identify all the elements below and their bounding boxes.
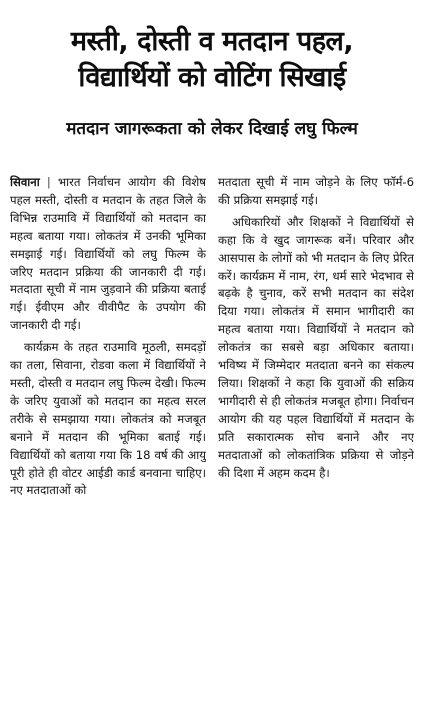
article-paragraph: मतदाता सूची में नाम जोड़ने के लिए फॉर्म-6 की प्रक्रिया समझाई गई। <box>218 175 414 207</box>
article-body <box>10 174 414 710</box>
article-column-left <box>10 174 206 710</box>
article-paragraph: अधिकारियों और शिक्षकों ने विद्यार्थियों से कहा कि वे खुद जागरूक बनें। परिवार और आसपास के लोगों को भी मतदान के लिए प्रेरित करें। कार्यक्रम में नाम, रंग, धर्म सारे भेदभाव से बढ़के है चुनाव, करें सभी मतदान का संदेश दिया गया। लोकतंत्र में समान भागीदारी का महत्व बताया गया। विद्यार्थियों ने मतदान को लोकतंत्र का सबसे बड़ा अधिकार बताया। भविष्य में जिम्मेदार मतदाता बनने का संकल्प लिया। शिक्षकों ने कहा कि युवाओं की सक्रिय भागीदारी से ही लोकतंत्र मजबूत होगा। निर्वाचन आयोग की यह पहल विद्यार्थियों में मतदान के प्रति सकारात्मक सोच बनाने और नए मतदाताओं को लोकतांत्रिक प्रक्रिया से जोड़ने की दिशा में अहम कदम है। <box>218 214 414 480</box>
article-paragraph: कार्यक्रम के तहत राउमावि मूठली, समदड़ों का तला, सिवाना, रोडवा कला में विद्यार्थियों ने मस्ती, दोस्ती व मतदान लघु फिल्म देखी। फिल्म के जरिए युवाओं को मतदान का महत्व सरल तरीके से समझाया गया। लोकतंत्र को मजबूत बनाने में मतदान की भूमिका बताई गई। विद्यार्थियों को बताया गया कि 18 वर्ष की आयु पूरी होते ही वोटर आईडी कार्ड बनवाना चाहिए। नए मतदाताओं को <box>10 340 206 498</box>
headline-line-2: विद्यार्थियों को वोटिंग सिखाई <box>78 62 346 93</box>
subheadline: मतदान जागरूकता को लेकर दिखाई लघु फिल्म <box>66 119 358 139</box>
article-paragraph <box>10 174 206 335</box>
headline-line-1: मस्ती, दोस्ती व मतदान पहल, <box>70 26 354 57</box>
dateline-separator: | <box>46 175 51 189</box>
article-column-right <box>218 174 414 710</box>
dateline: सिवाना <box>10 175 40 189</box>
paragraph-text: भारत निर्वाचन आयोग की विशेष पहल मस्ती, दोस्ती व मतदान के तहत जिले के विभिन्न राउमावि में विद्यार्थियों को मतदान का महत्व बताया गया। लोकतंत्र में उनकी भूमिका समझाई गई। विद्यार्थियों को लघु फिल्म के जरिए मतदान प्रक्रिया की जानकारी दी गई। मतदाता सूची में नाम जुड़वाने की प्रक्रिया बताई गई। ईवीएम और वीवीपैट के उपयोग की जानकारी दी गई। <box>10 175 206 333</box>
